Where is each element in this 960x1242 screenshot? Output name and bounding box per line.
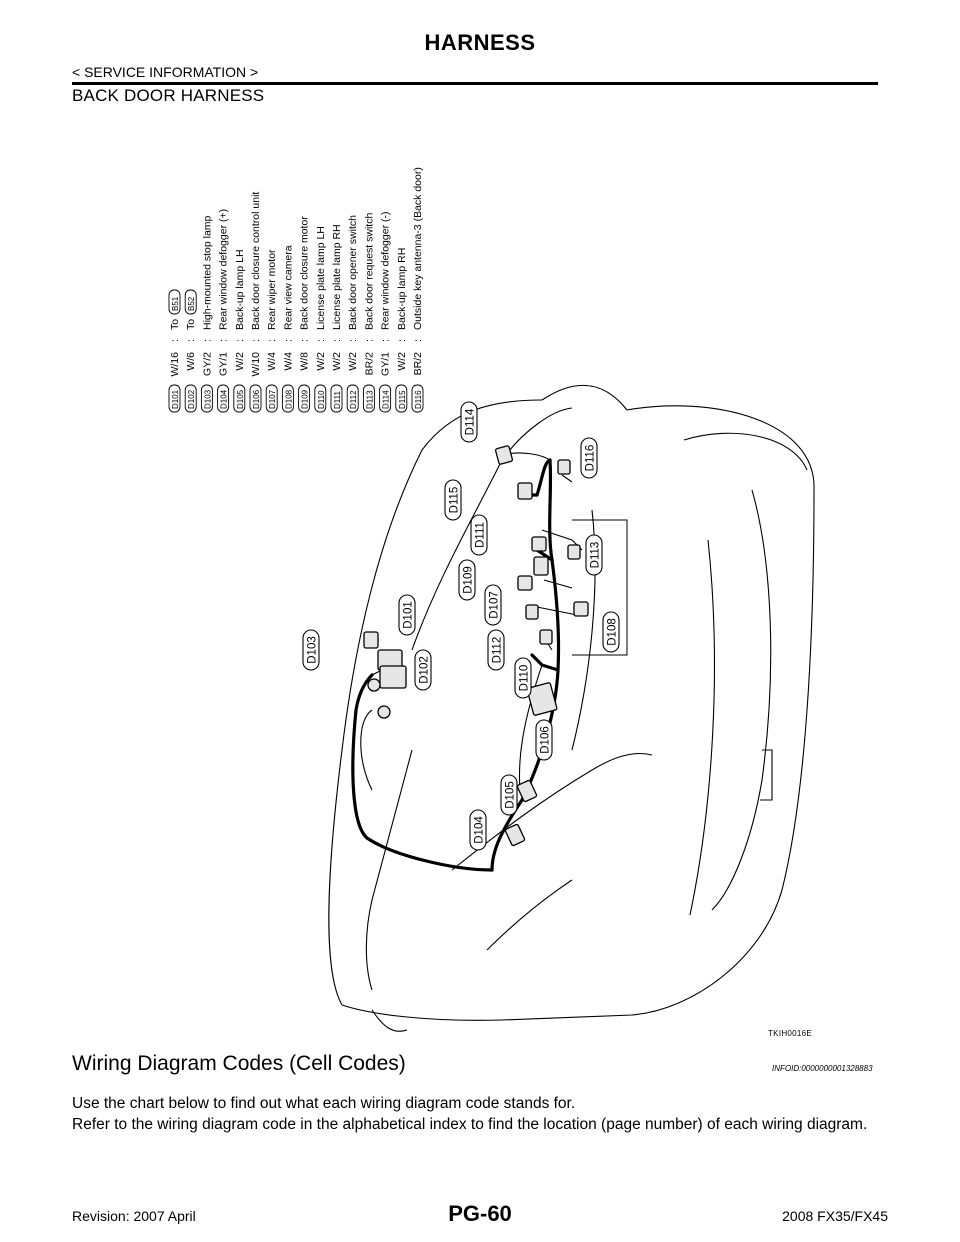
callout-d102 xyxy=(415,650,431,690)
callout-label: D112 xyxy=(491,636,504,664)
legend-colon: : xyxy=(282,339,295,342)
legend-description: To xyxy=(169,318,181,330)
callout-label: D103 xyxy=(306,636,319,664)
callout-d103 xyxy=(303,630,319,670)
legend-wire-color: W/2 xyxy=(331,352,343,371)
legend-code: D116 xyxy=(414,390,423,409)
callout-d113 xyxy=(586,535,602,575)
legend-colon: : xyxy=(331,339,343,342)
legend-ref: B52 xyxy=(187,296,197,311)
legend-code: D102 xyxy=(187,389,197,409)
legend-row xyxy=(266,249,278,412)
legend-row xyxy=(250,192,262,412)
legend-row xyxy=(185,290,197,412)
legend-wire-color: GY/2 xyxy=(201,352,214,376)
legend-code: D115 xyxy=(397,390,407,409)
callout-label: D110 xyxy=(518,664,531,692)
wiring-codes-heading: Wiring Diagram Codes (Cell Codes) xyxy=(72,1052,406,1075)
callout-label: D111 xyxy=(474,522,487,548)
legend-description: Back door opener switch xyxy=(347,215,360,330)
legend-code: D109 xyxy=(300,389,310,409)
callout-label: D107 xyxy=(488,591,501,619)
callout-d109 xyxy=(459,560,475,600)
legend-colon: : xyxy=(185,339,198,342)
legend-wire-color: W/2 xyxy=(347,352,360,371)
legend-description: Back door request switch xyxy=(363,212,376,330)
legend-description: Back door closure motor xyxy=(298,216,311,330)
page-title: HARNESS xyxy=(424,30,536,55)
subsection-title: BACK DOOR HARNESS xyxy=(72,86,265,105)
callout-d105 xyxy=(501,775,517,815)
callout-label: D114 xyxy=(464,408,477,436)
legend-description: To xyxy=(185,318,198,330)
legend-wire-color: BR/2 xyxy=(363,352,376,376)
callout-label: D101 xyxy=(402,601,415,629)
legend-colon: : xyxy=(250,339,262,342)
legend-description: Rear wiper motor xyxy=(266,249,279,330)
legend-row xyxy=(201,215,213,412)
legend-colon: : xyxy=(363,339,376,342)
legend-code: D108 xyxy=(284,389,294,409)
legend-wire-color: W/2 xyxy=(395,352,408,371)
callout-label: D116 xyxy=(584,444,597,472)
legend-code: D106 xyxy=(252,389,261,409)
legend-ref: B51 xyxy=(171,296,180,311)
callout-d107 xyxy=(485,585,501,625)
callout-d116 xyxy=(581,438,597,478)
legend-description: Back-up lamp LH xyxy=(233,249,246,330)
legend-wire-color: W/2 xyxy=(314,352,327,371)
legend-wire-color: W/16 xyxy=(169,352,181,377)
legend-wire-color: W/4 xyxy=(266,352,279,371)
callout-d114 xyxy=(461,402,477,442)
connector-legend xyxy=(169,167,424,412)
legend-description: Rear window defogger (-) xyxy=(379,211,392,330)
legend-code: D113 xyxy=(365,390,375,409)
legend-description: Outside key antenna-3 (Back door) xyxy=(412,167,424,330)
legend-code: D105 xyxy=(235,389,245,409)
callout-d104 xyxy=(470,810,486,850)
instruction-line-1: Use the chart below to find out what each wiring diagram code stands for. xyxy=(72,1095,576,1112)
info-id: INFOID:0000000001328883 xyxy=(772,1064,873,1073)
legend-wire-color: W/4 xyxy=(282,352,295,371)
callout-label: D109 xyxy=(462,566,475,594)
legend-wire-color: GY/1 xyxy=(217,352,230,376)
legend-colon: : xyxy=(266,339,279,342)
legend-code: D114 xyxy=(381,390,391,409)
legend-colon: : xyxy=(395,339,408,342)
legend-colon: : xyxy=(412,339,424,342)
legend-description: Back door closure control unit xyxy=(250,191,262,330)
callout-label: D106 xyxy=(539,726,552,754)
page-number: PG-60 xyxy=(448,1201,512,1226)
callout-d110 xyxy=(515,658,531,698)
footer-model: 2008 FX35/FX45 xyxy=(782,1208,888,1224)
callout-d111 xyxy=(471,515,487,555)
legend-description: Rear window defogger (+) xyxy=(217,208,230,330)
legend-code: D101 xyxy=(171,389,180,409)
callout-d106 xyxy=(536,720,552,760)
legend-row xyxy=(331,224,343,412)
legend-colon: : xyxy=(201,339,214,342)
section-tag: < SERVICE INFORMATION > xyxy=(72,64,259,80)
legend-wire-color: W/10 xyxy=(250,352,262,377)
legend-colon: : xyxy=(217,339,230,342)
footer-revision: Revision: 2007 April xyxy=(72,1208,196,1224)
figure-id: TKIH0016E xyxy=(768,1029,813,1038)
legend-colon: : xyxy=(379,339,392,342)
legend-code: D110 xyxy=(316,390,326,409)
legend-row xyxy=(347,215,359,412)
legend-row xyxy=(412,167,424,412)
legend-code: D107 xyxy=(268,389,278,409)
legend-description: Rear view camera xyxy=(282,245,295,330)
callout-d112 xyxy=(488,630,504,670)
callout-label: D102 xyxy=(418,656,431,684)
callout-label: D115 xyxy=(448,486,461,514)
header-rule xyxy=(72,82,878,85)
harness-diagram xyxy=(72,110,888,1050)
legend-colon: : xyxy=(298,339,311,342)
legend-row xyxy=(299,216,311,412)
legend-colon: : xyxy=(347,339,360,342)
legend-row xyxy=(218,209,230,412)
legend-code: D111 xyxy=(333,391,342,409)
legend-description: High-mounted stop lamp xyxy=(201,215,214,330)
legend-description: License plate lamp LH xyxy=(314,226,327,330)
legend-row xyxy=(234,249,246,412)
callout-label: D108 xyxy=(606,618,619,646)
callout-label: D105 xyxy=(504,781,517,809)
legend-row xyxy=(363,213,375,412)
legend-wire-color: W/2 xyxy=(233,352,246,371)
legend-description: License plate lamp RH xyxy=(331,224,343,330)
legend-colon: : xyxy=(233,339,246,342)
callout-d101 xyxy=(399,595,415,635)
legend-code: D112 xyxy=(349,390,359,409)
legend-wire-color: BR/2 xyxy=(412,352,424,376)
wiring-codes-instructions xyxy=(72,1093,884,1135)
instruction-line-2: Refer to the wiring diagram code in the alphabetical index to find the location (page number) of each wiring diagram. xyxy=(72,1116,868,1133)
legend-row xyxy=(380,212,392,412)
legend-row xyxy=(315,226,327,412)
legend-description: Back-up lamp RH xyxy=(395,247,408,330)
legend-colon: : xyxy=(314,339,327,342)
legend-code: D104 xyxy=(219,389,229,409)
legend-colon: : xyxy=(169,339,181,342)
legend-row xyxy=(396,248,408,412)
legend-code: D103 xyxy=(203,389,213,409)
legend-wire-color: W/8 xyxy=(298,352,311,371)
callout-label: D113 xyxy=(589,541,602,569)
legend-row xyxy=(169,290,181,412)
legend-wire-color: GY/1 xyxy=(379,352,392,376)
legend-row xyxy=(282,245,294,412)
callout-d115 xyxy=(445,480,461,520)
callout-label: D104 xyxy=(473,816,486,844)
callout-d108 xyxy=(603,612,619,652)
legend-wire-color: W/6 xyxy=(185,352,198,371)
